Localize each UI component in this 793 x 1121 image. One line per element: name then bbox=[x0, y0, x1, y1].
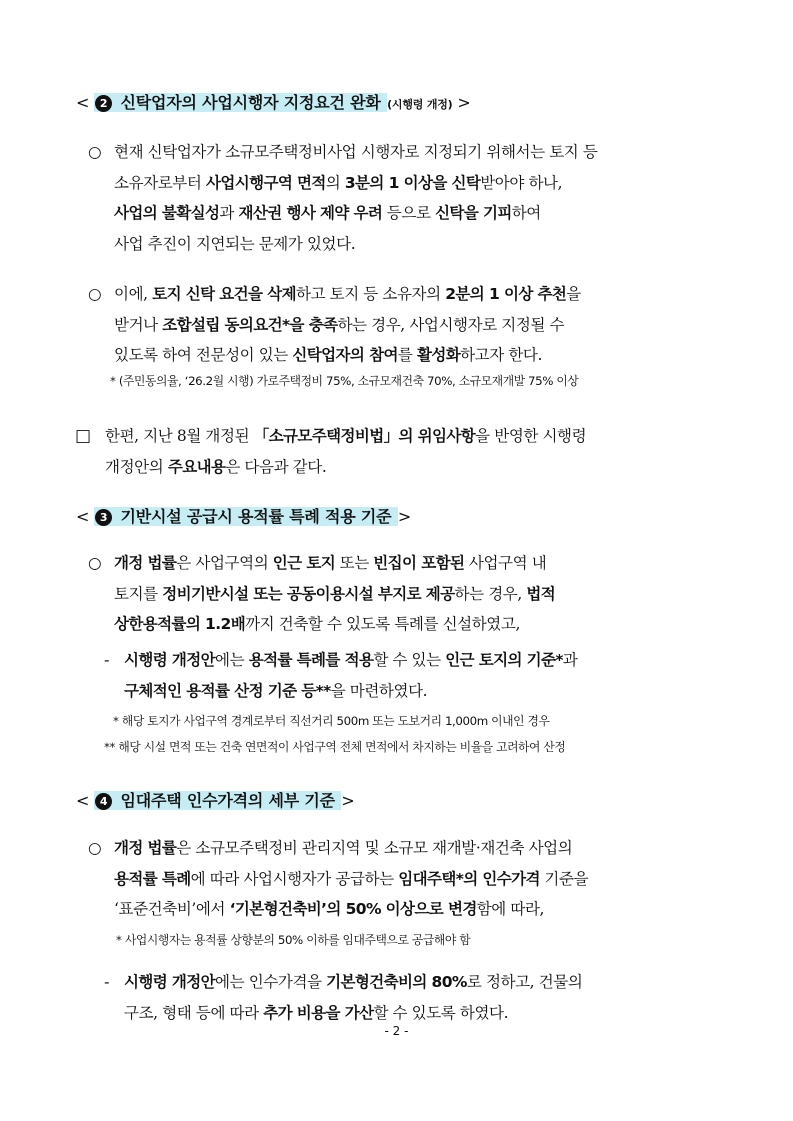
emphasis: 인근 토지의 기준* bbox=[445, 651, 563, 669]
paragraph-6 bbox=[88, 833, 588, 925]
emphasis: 주요내용 bbox=[167, 457, 226, 476]
section-title: 신탁업자의 사업시행자 지정요건 완화 bbox=[120, 93, 381, 112]
emphasis: 임대주택*의 인수가격 bbox=[398, 869, 540, 888]
text: 있도록 하여 전문성이 있는 bbox=[114, 346, 293, 364]
text: 토지를 bbox=[114, 584, 163, 603]
section-heading-3 bbox=[76, 506, 411, 528]
emphasis: 용적률 특례 bbox=[114, 869, 191, 888]
emphasis: 토지 신탁 요건을 삭제 bbox=[152, 285, 296, 303]
text: 할 수 있도록 하였다. bbox=[373, 1003, 509, 1022]
footnote-area-ratio: ** 해당 시설 면적 또는 건축 연면적이 사업구역 전체 면적에서 차지하는 비율을 고려하여 산정 bbox=[104, 740, 566, 754]
line bbox=[114, 137, 597, 168]
emphasis: 2분의 1 이상 추천 bbox=[445, 285, 567, 303]
emphasis: 빈집이 포함된 bbox=[373, 554, 465, 572]
text: 하는 경우, bbox=[454, 584, 527, 603]
angle-open: < bbox=[76, 507, 90, 526]
paragraph-1 bbox=[88, 137, 597, 259]
text: ‘표준건축비’에서 bbox=[114, 900, 230, 918]
emphasis: 신탁업자의 참여 bbox=[292, 346, 398, 364]
circle-bullet: ○ bbox=[88, 143, 102, 161]
line bbox=[114, 198, 597, 229]
footnote-nearby-land: * 해당 토지가 사업구역 경계로부터 직선거리 500m 또는 도보거리 1,000m 이내인 경우 bbox=[113, 714, 550, 728]
emphasis: 정비기반시설 또는 공동이용시설 부지로 제공 bbox=[162, 584, 455, 603]
circle-bullet: ○ bbox=[88, 839, 102, 857]
text: 을 반영한 시행령 bbox=[475, 427, 587, 445]
section-title-highlight bbox=[94, 791, 341, 810]
text: 과 bbox=[562, 651, 578, 669]
text: 또는 bbox=[335, 554, 374, 572]
section-title: 임대주택 인수가격의 세부 기준 bbox=[120, 791, 335, 810]
dash-bullet: - bbox=[104, 651, 110, 669]
text: 받아야 하나, bbox=[480, 173, 563, 192]
line bbox=[114, 894, 588, 925]
footnote-rental-supply: * 사업시행자는 용적률 상향분의 50% 이하를 임대주택으로 공급해야 함 bbox=[116, 933, 471, 947]
angle-open: < bbox=[76, 93, 90, 112]
text: 받거나 bbox=[114, 315, 163, 334]
text: 이에, bbox=[114, 285, 153, 303]
section-title-highlight bbox=[94, 507, 398, 526]
emphasis: 상한용적률의 1.2배 bbox=[114, 615, 246, 633]
footnote-consent-rates: * (주민동의율, ‘26.2월 시행) 가로주택정비 75%, 소규모재건축 70%, 소규모재개발 75% 이상 bbox=[110, 374, 579, 388]
emphasis: 「소규모주택정비법」의 위임사항 bbox=[253, 427, 476, 445]
text: 구조, 형태 등에 따라 bbox=[124, 1003, 264, 1022]
text: 에는 bbox=[215, 651, 249, 669]
text: 에 따라 사업시행자가 공급하는 bbox=[190, 869, 399, 888]
circled-number-3: 3 bbox=[95, 509, 112, 526]
dash-bullet: - bbox=[104, 973, 110, 991]
line bbox=[114, 548, 555, 579]
text: 등으로 bbox=[382, 204, 436, 222]
emphasis: 법적 bbox=[526, 584, 556, 603]
page-number: - 2 - bbox=[384, 1024, 409, 1038]
emphasis: 용적률 특례를 적용 bbox=[248, 651, 374, 669]
section-heading-4 bbox=[76, 790, 355, 812]
line bbox=[114, 279, 581, 310]
section-title-highlight bbox=[94, 93, 387, 112]
line bbox=[114, 833, 588, 864]
paragraph-2 bbox=[88, 279, 581, 371]
text: 현재 신탁업자가 소규모주택정비사업 시행자로 지정되기 위해서는 토지 등 bbox=[114, 143, 598, 161]
line bbox=[124, 967, 582, 998]
line bbox=[114, 864, 588, 895]
emphasis: 개정 법률 bbox=[114, 839, 177, 857]
circle-bullet: ○ bbox=[88, 285, 102, 303]
angle-close: > bbox=[397, 507, 412, 526]
circled-number-4: 4 bbox=[95, 793, 112, 810]
line bbox=[114, 310, 581, 341]
section-heading-2 bbox=[76, 92, 471, 116]
emphasis: 추가 비용을 가산 bbox=[263, 1003, 374, 1022]
text: 사업 추진이 지연되는 문제가 있었다. bbox=[114, 234, 356, 253]
square-bullet: □ bbox=[75, 426, 91, 446]
line bbox=[114, 579, 555, 610]
line bbox=[124, 676, 577, 707]
text: 기준을 bbox=[539, 869, 589, 888]
text: 함에 따라, bbox=[476, 900, 545, 918]
text: 하는 경우, 사업시행자로 지정될 수 bbox=[337, 315, 565, 334]
text: 하고 토지 등 소유자의 bbox=[295, 285, 446, 303]
text: 로 정하고, 건물의 bbox=[466, 973, 583, 991]
angle-open: < bbox=[76, 791, 90, 810]
line bbox=[114, 609, 555, 640]
text: 을 마련하였다. bbox=[330, 681, 428, 700]
circle-bullet: ○ bbox=[88, 554, 102, 572]
text: 소유자로부터 bbox=[114, 173, 206, 192]
text: 개정안의 bbox=[105, 457, 168, 476]
emphasis: 재산권 행사 제약 우려 bbox=[238, 204, 383, 222]
text: 은 다음과 같다. bbox=[225, 457, 327, 476]
emphasis: 3분의 1 이상을 신탁 bbox=[344, 173, 481, 192]
emphasis: 사업의 불확실성 bbox=[114, 204, 220, 222]
text: 하여 bbox=[511, 204, 541, 222]
text: 은 사업구역의 bbox=[176, 554, 273, 572]
paragraph-5 bbox=[104, 645, 577, 706]
line bbox=[105, 452, 586, 483]
line bbox=[105, 421, 586, 452]
emphasis: ‘기본형건축비’의 50% 이상으로 변경 bbox=[229, 900, 477, 918]
text: 과 bbox=[219, 204, 239, 222]
emphasis: 신탁을 기피 bbox=[435, 204, 512, 222]
emphasis: 사업시행구역 면적 bbox=[205, 173, 326, 192]
emphasis: 활성화 bbox=[416, 346, 461, 364]
paragraph-3 bbox=[75, 421, 586, 482]
paragraph-7 bbox=[104, 967, 582, 1028]
emphasis: 시행령 개정안 bbox=[124, 651, 216, 669]
text: 까지 건축할 수 있도록 특례를 신설하였고, bbox=[245, 615, 520, 633]
text: 의 bbox=[325, 173, 345, 192]
text: 를 bbox=[397, 346, 417, 364]
text: 사업구역 내 bbox=[464, 554, 547, 572]
emphasis: 인근 토지 bbox=[272, 554, 336, 572]
text: 한편, 지난 8월 개정된 bbox=[105, 427, 254, 445]
text: 할 수 있는 bbox=[373, 651, 446, 669]
emphasis: 개정 법률 bbox=[114, 554, 177, 572]
emphasis: 시행령 개정안 bbox=[124, 973, 216, 991]
text: 은 소규모주택정비 관리지역 및 소규모 재개발·재건축 사업의 bbox=[176, 839, 573, 857]
emphasis: 기본형건축비의 80% bbox=[326, 973, 467, 991]
emphasis: 구체적인 용적률 산정 기준 등** bbox=[124, 681, 331, 700]
line bbox=[114, 340, 581, 371]
section-note: (시행령 개정) bbox=[387, 98, 453, 111]
text: 을 bbox=[566, 285, 581, 303]
section-title: 기반시설 공급시 용적률 특례 적용 기준 bbox=[120, 507, 392, 526]
angle-close: > bbox=[457, 93, 471, 112]
line bbox=[114, 229, 597, 260]
circled-number-2: 2 bbox=[95, 95, 112, 112]
text: 하고자 한다. bbox=[460, 346, 542, 364]
line bbox=[124, 645, 577, 676]
emphasis: 조합설립 동의요건*을 충족 bbox=[162, 315, 338, 334]
line bbox=[114, 168, 597, 199]
paragraph-4 bbox=[88, 548, 555, 640]
angle-close: > bbox=[341, 791, 355, 810]
text: 에는 인수가격을 bbox=[215, 973, 327, 991]
